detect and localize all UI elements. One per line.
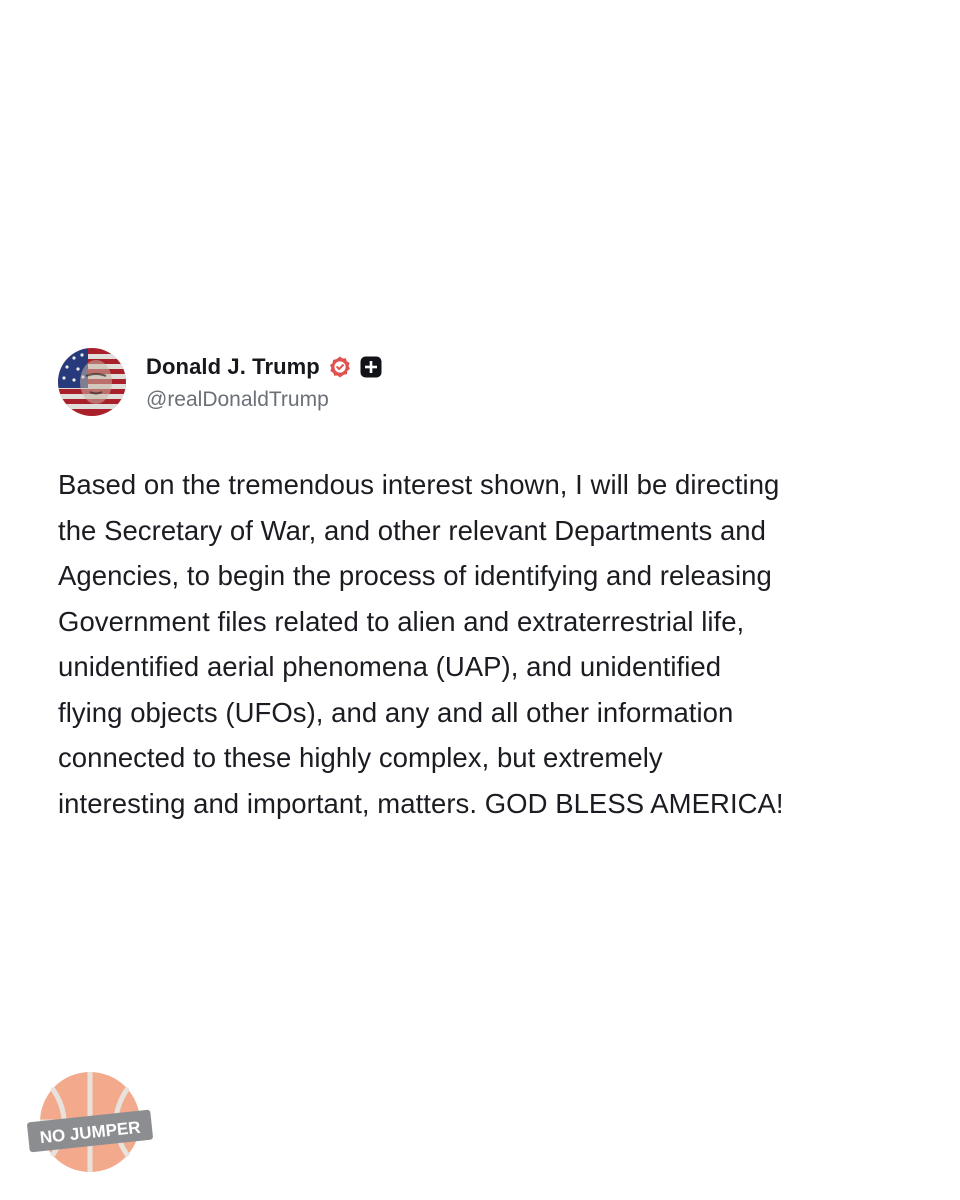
post-card: [58, 346, 908, 826]
name-row: [146, 352, 382, 382]
author-identity: [146, 352, 382, 412]
plus-icon: [360, 356, 382, 378]
watermark-text: NO JUMPER: [38, 1117, 142, 1148]
verified-badge-icon: [328, 355, 352, 379]
avatar-flag-portrait-image: [58, 348, 126, 416]
watermark-logo: [26, 1070, 154, 1182]
author-handle[interactable]: @realDonaldTrump: [146, 388, 329, 411]
avatar[interactable]: [58, 348, 126, 416]
post-body-text: Based on the tremendous interest shown, I will be directing the Secretary of War, and other relevant Departments and Agencies, to begin the process of identifying and releasing Government files related to alien and extraterrestrial life, unidentified aerial phenomena (UAP), and unidentified flying objects (UFOs), and any and all other information connected to these highly complex, but extremely interesting and important, matters. GOD BLESS AMERICA!: [58, 469, 784, 819]
post-header: [58, 346, 908, 418]
author-display-name[interactable]: Donald J. Trump: [146, 354, 320, 379]
